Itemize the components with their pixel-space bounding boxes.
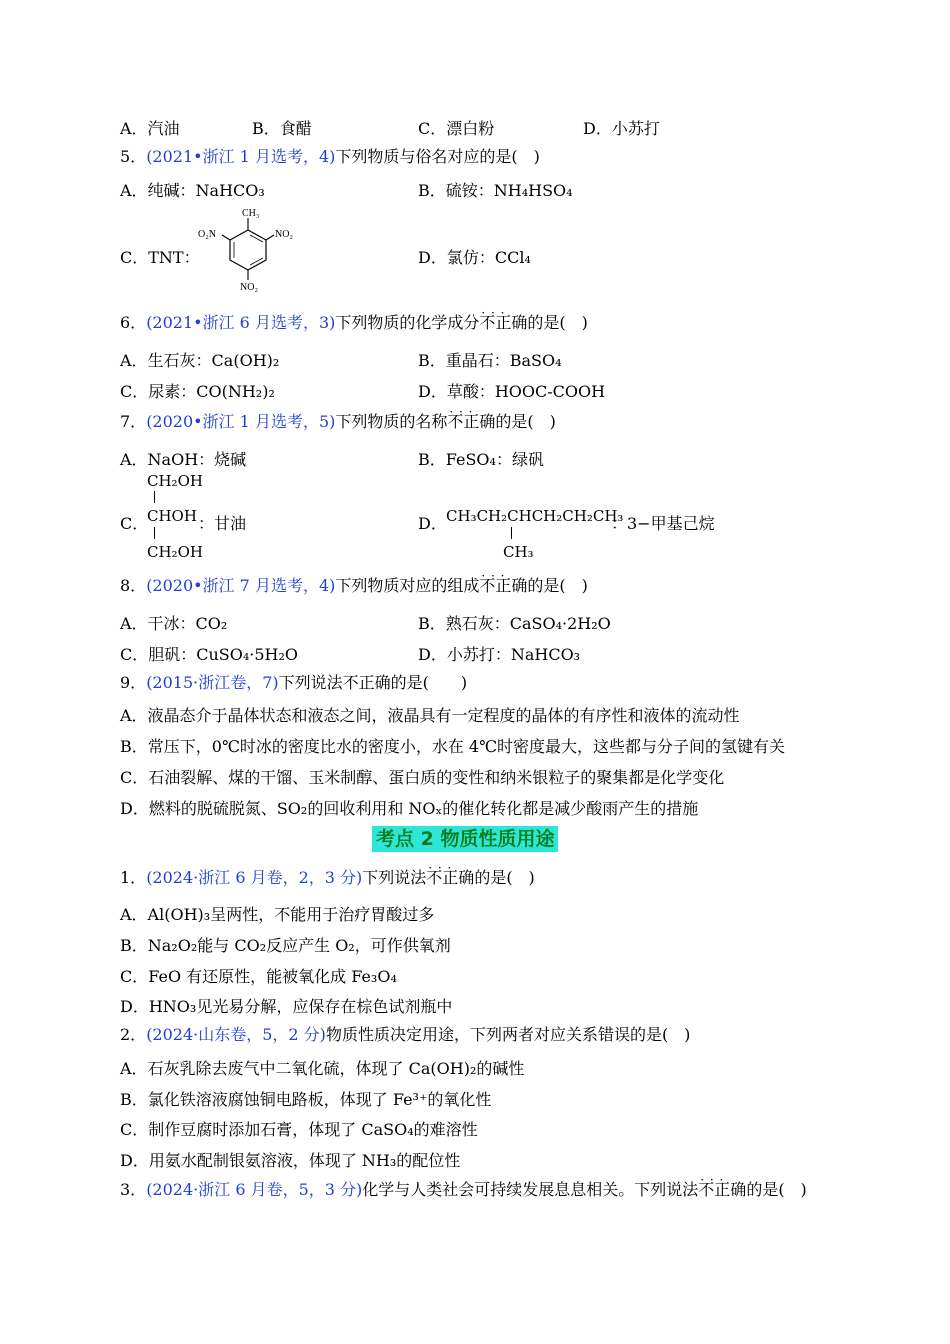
benzene-ring — [230, 230, 266, 270]
q7-option-c-name: ：甘油 — [198, 514, 247, 533]
question-source: (2024·浙江 6 月卷，2，3 分) — [146, 868, 363, 887]
s2q1-option-c: C．FeO 有还原性，能被氧化成 Fe₃O₄ — [120, 967, 397, 986]
question-number: 1． — [120, 868, 147, 887]
q8-stem — [120, 576, 588, 596]
tnt-bottom-label: NO₂ — [240, 282, 258, 293]
question-number: 5． — [120, 147, 147, 166]
question-text-end: 的是( ) — [495, 412, 556, 431]
q8-option-c: C．胆矾：CuSO₄·5H₂O — [120, 645, 299, 664]
emphasis-text: · · · 不正确 — [698, 1180, 746, 1200]
q5-option-c-label: C．TNT： — [120, 248, 200, 267]
s2q2-option-b: B．氯化铁溶液腐蚀铜电路板，体现了 Fe³⁺的氧化性 — [120, 1090, 492, 1109]
question-text-end: 的是( ) — [474, 868, 535, 887]
s2q1-option-a: A．Al(OH)₃呈两性，不能用于治疗胃酸过多 — [120, 905, 435, 924]
question-text: 物质性质决定用途，下列两者对应关系错误的是( ) — [325, 1025, 691, 1044]
tnt-right-label: NO₂ — [275, 229, 293, 240]
tnt-ch3-label: CH₃ — [242, 208, 260, 219]
question-source: (2024·浙江 6 月卷，5，3 分) — [146, 1180, 363, 1199]
tnt-structure-svg — [196, 206, 300, 296]
q7-stem — [120, 412, 556, 432]
emphasis-text: · · · 不正确 — [426, 868, 474, 888]
q6-option-b: B．重晶石：BaSO₄ — [418, 351, 562, 370]
ring-inner-bond — [250, 258, 263, 265]
question-text-end: 的是( ) — [527, 576, 588, 595]
q7-option-b: B．FeSO₄：绿矾 — [418, 450, 544, 469]
question-number: 6． — [120, 313, 147, 332]
question-text: 下列物质的名称 — [335, 412, 448, 431]
q6-stem — [120, 313, 588, 333]
q7-option-d-label: D． — [418, 514, 447, 533]
question-number: 7． — [120, 412, 147, 431]
s2q1-stem — [120, 868, 535, 888]
question-text: 下列物质与俗名对应的是( ) — [335, 147, 540, 166]
s2q3-stem — [120, 1180, 807, 1200]
q4-option-d: D．小苏打 — [583, 119, 660, 138]
s2q1-option-b: B．Na₂O₂能与 CO₂反应产生 O₂，可作供氧剂 — [120, 936, 451, 955]
ring-inner-bond — [250, 235, 263, 242]
q7-option-a: A．NaOH：烧碱 — [120, 450, 247, 469]
glycerol-line-2: CHOH — [147, 507, 197, 525]
question-number: 8． — [120, 576, 147, 595]
glycerol-line-3: CH₂OH — [147, 543, 203, 561]
question-source: (2021•浙江 1 月选考，4) — [146, 147, 336, 166]
question-number: 2． — [120, 1025, 147, 1044]
q6-option-a: A．生石灰：Ca(OH)₂ — [120, 351, 280, 370]
q9-option-d: D．燃料的脱硫脱氮、SO₂的回收利用和 NOₓ的催化转化都是减少酸雨产生的措施 — [120, 799, 699, 818]
q9-stem — [120, 673, 467, 693]
emphasis-text: · · · 不正确 — [479, 576, 527, 596]
q4-option-b: B．食醋 — [252, 119, 312, 138]
q5-option-d: D．氯仿：CCl₄ — [418, 248, 531, 267]
tnt-left-label: O₂N — [198, 229, 216, 240]
section-title: 考点 2 物质性质用途 — [372, 826, 558, 852]
q8-option-a: A．干冰：CO₂ — [120, 614, 228, 633]
q6-option-c: C．尿素：CO(NH₂)₂ — [120, 382, 275, 401]
tnt-structure — [196, 206, 300, 296]
question-number: 9． — [120, 673, 147, 692]
glycerol-bond-1 — [154, 491, 155, 503]
question-text: 化学与人类社会可持续发展息息相关。下列说法 — [362, 1180, 699, 1199]
question-source: (2015·浙江卷，7) — [146, 673, 279, 692]
question-source: (2020•浙江 7 月选考，4) — [146, 576, 336, 595]
q6-option-d: D．草酸：HOOC-COOH — [418, 382, 606, 401]
question-text: 下列说法不正确的是( ) — [278, 673, 468, 692]
question-text: 下列物质对应的组成 — [335, 576, 480, 595]
q4-option-a: A．汽油 — [120, 119, 180, 138]
s2q1-option-d: D．HNO₃见光易分解，应保存在棕色试剂瓶中 — [120, 997, 453, 1016]
q7-option-d-name: ：3−甲基己烷 — [611, 514, 715, 533]
s2q2-option-a: A．石灰乳除去废气中二氧化硫，体现了 Ca(OH)₂的碱性 — [120, 1059, 525, 1078]
emphasis-text: · · · 不正确 — [479, 313, 527, 333]
question-source: (2024·山东卷，5，2 分) — [146, 1025, 326, 1044]
q5-option-b: B．硫铵：NH₄HSO₄ — [418, 181, 573, 200]
s2q2-option-d: D．用氨水配制银氨溶液，体现了 NH₃的配位性 — [120, 1151, 461, 1170]
methylhexane-branch-bond — [511, 527, 512, 539]
q5-stem — [120, 147, 540, 167]
bond-left-no2 — [222, 235, 230, 240]
question-source: (2021•浙江 6 月选考，3) — [146, 313, 336, 332]
question-source: (2020•浙江 1 月选考，5) — [146, 412, 336, 431]
question-text: 下列说法 — [362, 868, 427, 887]
emphasis-text: · · · 不正确 — [447, 412, 495, 432]
bond-right-no2 — [266, 235, 274, 240]
q9-option-c: C．石油裂解、煤的干馏、玉米制醇、蛋白质的变性和纳米银粒子的聚集都是化学变化 — [120, 768, 725, 787]
question-text: 下列物质的化学成分 — [335, 313, 480, 332]
q9-option-b: B．常压下，0℃时冰的密度比水的密度小，水在 4℃时密度最大，这些都与分子间的氢键有关 — [120, 737, 786, 756]
question-number: 3． — [120, 1180, 147, 1199]
q8-option-b: B．熟石灰：CaSO₄·2H₂O — [418, 614, 611, 633]
q7-option-c-label: C． — [120, 514, 149, 533]
question-text-end: 的是( ) — [527, 313, 588, 332]
s2q2-option-c: C．制作豆腐时添加石膏，体现了 CaSO₄的难溶性 — [120, 1120, 478, 1139]
question-text-end: 的是( ) — [746, 1180, 807, 1199]
glycerol-line-1: CH₂OH — [147, 472, 203, 490]
q8-option-d: D．小苏打：NaHCO₃ — [418, 645, 581, 664]
q5-option-a: A．纯碱：NaHCO₃ — [120, 181, 265, 200]
q4-option-c: C．漂白粉 — [418, 119, 495, 138]
methylhexane-branch: CH₃ — [503, 543, 534, 561]
glycerol-bond-2 — [154, 527, 155, 539]
s2q2-stem — [120, 1025, 690, 1045]
methylhexane-main-chain: CH₃CH₂CHCH₂CH₂CH₃ — [446, 507, 624, 525]
q9-option-a: A．液晶态介于晶体状态和液态之间，液晶具有一定程度的晶体的有序性和液体的流动性 — [120, 706, 740, 725]
